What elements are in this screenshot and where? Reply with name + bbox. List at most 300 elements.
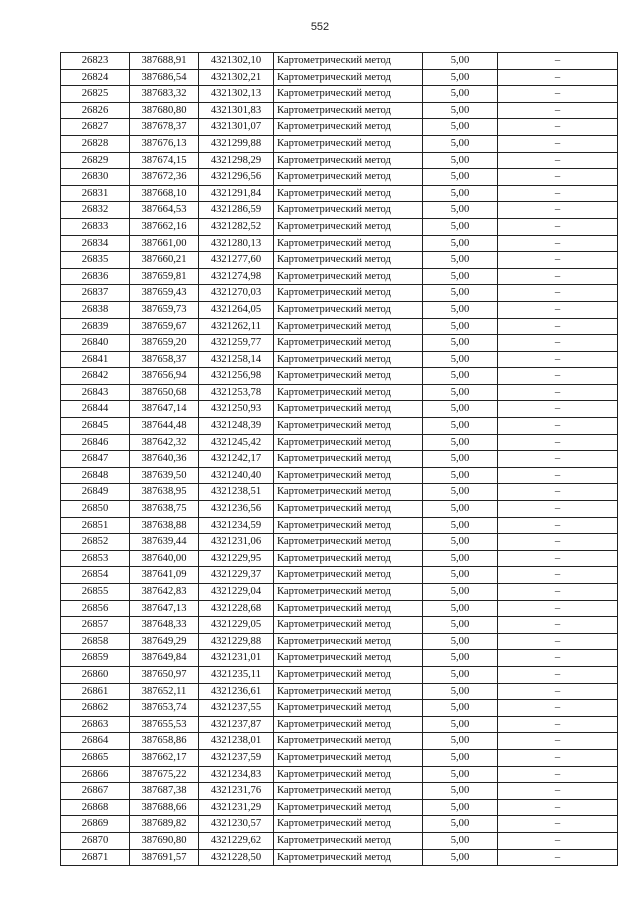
x-coordinate-cell: 387640,36 xyxy=(130,451,199,468)
table-row xyxy=(61,832,618,849)
y-coordinate-cell: 4321302,21 xyxy=(199,69,274,86)
method-cell: Картометрический метод xyxy=(274,716,423,733)
y-coordinate-cell: 4321231,01 xyxy=(199,650,274,667)
accuracy-cell: 5,00 xyxy=(423,799,498,816)
accuracy-cell: 5,00 xyxy=(423,501,498,518)
point-number-cell: 26848 xyxy=(61,467,130,484)
accuracy-cell: 5,00 xyxy=(423,301,498,318)
coordinates-table-body xyxy=(61,53,618,866)
accuracy-cell: 5,00 xyxy=(423,451,498,468)
note-cell: – xyxy=(498,766,618,783)
note-cell: – xyxy=(498,202,618,219)
y-coordinate-cell: 4321238,51 xyxy=(199,484,274,501)
y-coordinate-cell: 4321234,83 xyxy=(199,766,274,783)
method-cell: Картометрический метод xyxy=(274,633,423,650)
note-cell: – xyxy=(498,633,618,650)
point-number-cell: 26865 xyxy=(61,749,130,766)
accuracy-cell: 5,00 xyxy=(423,816,498,833)
note-cell: – xyxy=(498,451,618,468)
y-coordinate-cell: 4321248,39 xyxy=(199,418,274,435)
table-row xyxy=(61,218,618,235)
note-cell: – xyxy=(498,252,618,269)
x-coordinate-cell: 387659,73 xyxy=(130,301,199,318)
table-row xyxy=(61,700,618,717)
point-number-cell: 26857 xyxy=(61,617,130,634)
table-row xyxy=(61,517,618,534)
y-coordinate-cell: 4321298,29 xyxy=(199,152,274,169)
accuracy-cell: 5,00 xyxy=(423,534,498,551)
y-coordinate-cell: 4321237,87 xyxy=(199,716,274,733)
y-coordinate-cell: 4321301,07 xyxy=(199,119,274,136)
table-row xyxy=(61,666,618,683)
accuracy-cell: 5,00 xyxy=(423,733,498,750)
x-coordinate-cell: 387639,44 xyxy=(130,534,199,551)
accuracy-cell: 5,00 xyxy=(423,418,498,435)
note-cell: – xyxy=(498,384,618,401)
note-cell: – xyxy=(498,351,618,368)
y-coordinate-cell: 4321235,11 xyxy=(199,666,274,683)
method-cell: Картометрический метод xyxy=(274,252,423,269)
x-coordinate-cell: 387676,13 xyxy=(130,135,199,152)
y-coordinate-cell: 4321256,98 xyxy=(199,368,274,385)
note-cell: – xyxy=(498,368,618,385)
method-cell: Картометрический метод xyxy=(274,368,423,385)
note-cell: – xyxy=(498,285,618,302)
y-coordinate-cell: 4321229,37 xyxy=(199,567,274,584)
method-cell: Картометрический метод xyxy=(274,683,423,700)
point-number-cell: 26832 xyxy=(61,202,130,219)
method-cell: Картометрический метод xyxy=(274,268,423,285)
x-coordinate-cell: 387655,53 xyxy=(130,716,199,733)
y-coordinate-cell: 4321250,93 xyxy=(199,401,274,418)
accuracy-cell: 5,00 xyxy=(423,517,498,534)
accuracy-cell: 5,00 xyxy=(423,185,498,202)
point-number-cell: 26828 xyxy=(61,135,130,152)
x-coordinate-cell: 387659,43 xyxy=(130,285,199,302)
y-coordinate-cell: 4321296,56 xyxy=(199,169,274,186)
point-number-cell: 26838 xyxy=(61,301,130,318)
accuracy-cell: 5,00 xyxy=(423,683,498,700)
point-number-cell: 26846 xyxy=(61,434,130,451)
accuracy-cell: 5,00 xyxy=(423,633,498,650)
x-coordinate-cell: 387659,20 xyxy=(130,335,199,352)
table-row xyxy=(61,351,618,368)
note-cell: – xyxy=(498,152,618,169)
y-coordinate-cell: 4321231,29 xyxy=(199,799,274,816)
point-number-cell: 26851 xyxy=(61,517,130,534)
method-cell: Картометрический метод xyxy=(274,235,423,252)
point-number-cell: 26860 xyxy=(61,666,130,683)
y-coordinate-cell: 4321228,50 xyxy=(199,849,274,866)
table-row xyxy=(61,252,618,269)
point-number-cell: 26824 xyxy=(61,69,130,86)
note-cell: – xyxy=(498,185,618,202)
table-row xyxy=(61,584,618,601)
y-coordinate-cell: 4321253,78 xyxy=(199,384,274,401)
table-row xyxy=(61,633,618,650)
y-coordinate-cell: 4321238,01 xyxy=(199,733,274,750)
point-number-cell: 26859 xyxy=(61,650,130,667)
note-cell: – xyxy=(498,716,618,733)
method-cell: Картометрический метод xyxy=(274,351,423,368)
table-row xyxy=(61,467,618,484)
table-row xyxy=(61,169,618,186)
y-coordinate-cell: 4321231,76 xyxy=(199,783,274,800)
accuracy-cell: 5,00 xyxy=(423,467,498,484)
x-coordinate-cell: 387639,50 xyxy=(130,467,199,484)
point-number-cell: 26845 xyxy=(61,418,130,435)
point-number-cell: 26837 xyxy=(61,285,130,302)
table-row xyxy=(61,816,618,833)
x-coordinate-cell: 387642,32 xyxy=(130,434,199,451)
x-coordinate-cell: 387638,88 xyxy=(130,517,199,534)
x-coordinate-cell: 387658,86 xyxy=(130,733,199,750)
point-number-cell: 26831 xyxy=(61,185,130,202)
y-coordinate-cell: 4321270,03 xyxy=(199,285,274,302)
point-number-cell: 26823 xyxy=(61,53,130,70)
point-number-cell: 26871 xyxy=(61,849,130,866)
x-coordinate-cell: 387678,37 xyxy=(130,119,199,136)
table-row xyxy=(61,335,618,352)
point-number-cell: 26861 xyxy=(61,683,130,700)
method-cell: Картометрический метод xyxy=(274,650,423,667)
x-coordinate-cell: 387644,48 xyxy=(130,418,199,435)
accuracy-cell: 5,00 xyxy=(423,600,498,617)
x-coordinate-cell: 387653,74 xyxy=(130,700,199,717)
method-cell: Картометрический метод xyxy=(274,517,423,534)
table-row xyxy=(61,102,618,119)
point-number-cell: 26830 xyxy=(61,169,130,186)
accuracy-cell: 5,00 xyxy=(423,69,498,86)
x-coordinate-cell: 387680,80 xyxy=(130,102,199,119)
method-cell: Картометрический метод xyxy=(274,86,423,103)
method-cell: Картометрический метод xyxy=(274,318,423,335)
accuracy-cell: 5,00 xyxy=(423,550,498,567)
x-coordinate-cell: 387641,09 xyxy=(130,567,199,584)
x-coordinate-cell: 387658,37 xyxy=(130,351,199,368)
note-cell: – xyxy=(498,434,618,451)
point-number-cell: 26844 xyxy=(61,401,130,418)
table-row xyxy=(61,683,618,700)
note-cell: – xyxy=(498,650,618,667)
method-cell: Картометрический метод xyxy=(274,766,423,783)
note-cell: – xyxy=(498,733,618,750)
point-number-cell: 26825 xyxy=(61,86,130,103)
note-cell: – xyxy=(498,517,618,534)
point-number-cell: 26862 xyxy=(61,700,130,717)
accuracy-cell: 5,00 xyxy=(423,102,498,119)
y-coordinate-cell: 4321299,88 xyxy=(199,135,274,152)
point-number-cell: 26858 xyxy=(61,633,130,650)
method-cell: Картометрический метод xyxy=(274,418,423,435)
method-cell: Картометрический метод xyxy=(274,783,423,800)
point-number-cell: 26829 xyxy=(61,152,130,169)
accuracy-cell: 5,00 xyxy=(423,53,498,70)
note-cell: – xyxy=(498,401,618,418)
accuracy-cell: 5,00 xyxy=(423,832,498,849)
table-row xyxy=(61,202,618,219)
point-number-cell: 26869 xyxy=(61,816,130,833)
accuracy-cell: 5,00 xyxy=(423,700,498,717)
table-row xyxy=(61,849,618,866)
x-coordinate-cell: 387640,00 xyxy=(130,550,199,567)
method-cell: Картометрический метод xyxy=(274,617,423,634)
method-cell: Картометрический метод xyxy=(274,434,423,451)
note-cell: – xyxy=(498,816,618,833)
note-cell: – xyxy=(498,467,618,484)
table-row xyxy=(61,285,618,302)
y-coordinate-cell: 4321237,59 xyxy=(199,749,274,766)
note-cell: – xyxy=(498,86,618,103)
accuracy-cell: 5,00 xyxy=(423,169,498,186)
x-coordinate-cell: 387650,97 xyxy=(130,666,199,683)
x-coordinate-cell: 387687,38 xyxy=(130,783,199,800)
accuracy-cell: 5,00 xyxy=(423,218,498,235)
point-number-cell: 26868 xyxy=(61,799,130,816)
table-row xyxy=(61,783,618,800)
point-number-cell: 26839 xyxy=(61,318,130,335)
note-cell: – xyxy=(498,218,618,235)
table-row xyxy=(61,86,618,103)
accuracy-cell: 5,00 xyxy=(423,434,498,451)
y-coordinate-cell: 4321236,61 xyxy=(199,683,274,700)
x-coordinate-cell: 387647,13 xyxy=(130,600,199,617)
note-cell: – xyxy=(498,749,618,766)
accuracy-cell: 5,00 xyxy=(423,86,498,103)
note-cell: – xyxy=(498,849,618,866)
note-cell: – xyxy=(498,335,618,352)
x-coordinate-cell: 387652,11 xyxy=(130,683,199,700)
point-number-cell: 26853 xyxy=(61,550,130,567)
accuracy-cell: 5,00 xyxy=(423,285,498,302)
table-row xyxy=(61,401,618,418)
method-cell: Картометрический метод xyxy=(274,832,423,849)
table-row xyxy=(61,749,618,766)
x-coordinate-cell: 387691,57 xyxy=(130,849,199,866)
y-coordinate-cell: 4321259,77 xyxy=(199,335,274,352)
x-coordinate-cell: 387690,80 xyxy=(130,832,199,849)
note-cell: – xyxy=(498,700,618,717)
method-cell: Картометрический метод xyxy=(274,301,423,318)
method-cell: Картометрический метод xyxy=(274,119,423,136)
x-coordinate-cell: 387683,32 xyxy=(130,86,199,103)
x-coordinate-cell: 387664,53 xyxy=(130,202,199,219)
method-cell: Картометрический метод xyxy=(274,218,423,235)
note-cell: – xyxy=(498,584,618,601)
x-coordinate-cell: 387661,00 xyxy=(130,235,199,252)
method-cell: Картометрический метод xyxy=(274,185,423,202)
table-row xyxy=(61,434,618,451)
method-cell: Картометрический метод xyxy=(274,849,423,866)
point-number-cell: 26836 xyxy=(61,268,130,285)
table-row xyxy=(61,119,618,136)
note-cell: – xyxy=(498,102,618,119)
accuracy-cell: 5,00 xyxy=(423,584,498,601)
accuracy-cell: 5,00 xyxy=(423,401,498,418)
method-cell: Картометрический метод xyxy=(274,335,423,352)
x-coordinate-cell: 387689,82 xyxy=(130,816,199,833)
note-cell: – xyxy=(498,799,618,816)
point-number-cell: 26835 xyxy=(61,252,130,269)
y-coordinate-cell: 4321264,05 xyxy=(199,301,274,318)
note-cell: – xyxy=(498,683,618,700)
table-row xyxy=(61,617,618,634)
table-row xyxy=(61,451,618,468)
table-row xyxy=(61,418,618,435)
table-row xyxy=(61,152,618,169)
y-coordinate-cell: 4321228,68 xyxy=(199,600,274,617)
note-cell: – xyxy=(498,783,618,800)
point-number-cell: 26864 xyxy=(61,733,130,750)
accuracy-cell: 5,00 xyxy=(423,766,498,783)
y-coordinate-cell: 4321280,13 xyxy=(199,235,274,252)
note-cell: – xyxy=(498,567,618,584)
y-coordinate-cell: 4321240,40 xyxy=(199,467,274,484)
y-coordinate-cell: 4321274,98 xyxy=(199,268,274,285)
coordinates-table xyxy=(60,52,618,866)
method-cell: Картометрический метод xyxy=(274,69,423,86)
x-coordinate-cell: 387672,36 xyxy=(130,169,199,186)
y-coordinate-cell: 4321229,88 xyxy=(199,633,274,650)
method-cell: Картометрический метод xyxy=(274,285,423,302)
note-cell: – xyxy=(498,119,618,136)
x-coordinate-cell: 387638,75 xyxy=(130,501,199,518)
point-number-cell: 26834 xyxy=(61,235,130,252)
table-row xyxy=(61,268,618,285)
table-row xyxy=(61,235,618,252)
accuracy-cell: 5,00 xyxy=(423,716,498,733)
note-cell: – xyxy=(498,501,618,518)
accuracy-cell: 5,00 xyxy=(423,202,498,219)
table-row xyxy=(61,301,618,318)
method-cell: Картометрический метод xyxy=(274,467,423,484)
y-coordinate-cell: 4321236,56 xyxy=(199,501,274,518)
y-coordinate-cell: 4321229,95 xyxy=(199,550,274,567)
method-cell: Картометрический метод xyxy=(274,799,423,816)
table-row xyxy=(61,185,618,202)
y-coordinate-cell: 4321302,13 xyxy=(199,86,274,103)
point-number-cell: 26847 xyxy=(61,451,130,468)
table-row xyxy=(61,650,618,667)
method-cell: Картометрический метод xyxy=(274,384,423,401)
accuracy-cell: 5,00 xyxy=(423,749,498,766)
method-cell: Картометрический метод xyxy=(274,733,423,750)
x-coordinate-cell: 387642,83 xyxy=(130,584,199,601)
method-cell: Картометрический метод xyxy=(274,567,423,584)
y-coordinate-cell: 4321291,84 xyxy=(199,185,274,202)
y-coordinate-cell: 4321258,14 xyxy=(199,351,274,368)
y-coordinate-cell: 4321242,17 xyxy=(199,451,274,468)
x-coordinate-cell: 387675,22 xyxy=(130,766,199,783)
accuracy-cell: 5,00 xyxy=(423,567,498,584)
table-row xyxy=(61,550,618,567)
y-coordinate-cell: 4321286,59 xyxy=(199,202,274,219)
accuracy-cell: 5,00 xyxy=(423,617,498,634)
note-cell: – xyxy=(498,53,618,70)
method-cell: Картометрический метод xyxy=(274,749,423,766)
table-row xyxy=(61,600,618,617)
accuracy-cell: 5,00 xyxy=(423,335,498,352)
accuracy-cell: 5,00 xyxy=(423,384,498,401)
note-cell: – xyxy=(498,550,618,567)
method-cell: Картометрический метод xyxy=(274,135,423,152)
page-number: 552 xyxy=(310,21,330,33)
point-number-cell: 26843 xyxy=(61,384,130,401)
table-row xyxy=(61,368,618,385)
method-cell: Картометрический метод xyxy=(274,600,423,617)
accuracy-cell: 5,00 xyxy=(423,368,498,385)
point-number-cell: 26863 xyxy=(61,716,130,733)
table-row xyxy=(61,716,618,733)
point-number-cell: 26833 xyxy=(61,218,130,235)
y-coordinate-cell: 4321282,52 xyxy=(199,218,274,235)
table-row xyxy=(61,484,618,501)
point-number-cell: 26866 xyxy=(61,766,130,783)
point-number-cell: 26827 xyxy=(61,119,130,136)
point-number-cell: 26840 xyxy=(61,335,130,352)
method-cell: Картометрический метод xyxy=(274,169,423,186)
accuracy-cell: 5,00 xyxy=(423,119,498,136)
note-cell: – xyxy=(498,69,618,86)
accuracy-cell: 5,00 xyxy=(423,666,498,683)
x-coordinate-cell: 387656,94 xyxy=(130,368,199,385)
y-coordinate-cell: 4321229,04 xyxy=(199,584,274,601)
method-cell: Картометрический метод xyxy=(274,550,423,567)
x-coordinate-cell: 387647,14 xyxy=(130,401,199,418)
table-row xyxy=(61,501,618,518)
x-coordinate-cell: 387688,66 xyxy=(130,799,199,816)
method-cell: Картометрический метод xyxy=(274,484,423,501)
point-number-cell: 26841 xyxy=(61,351,130,368)
method-cell: Картометрический метод xyxy=(274,816,423,833)
x-coordinate-cell: 387662,17 xyxy=(130,749,199,766)
accuracy-cell: 5,00 xyxy=(423,318,498,335)
y-coordinate-cell: 4321277,60 xyxy=(199,252,274,269)
point-number-cell: 26870 xyxy=(61,832,130,849)
method-cell: Картометрический метод xyxy=(274,584,423,601)
accuracy-cell: 5,00 xyxy=(423,235,498,252)
method-cell: Картометрический метод xyxy=(274,451,423,468)
x-coordinate-cell: 387659,67 xyxy=(130,318,199,335)
y-coordinate-cell: 4321231,06 xyxy=(199,534,274,551)
table-row xyxy=(61,318,618,335)
x-coordinate-cell: 387660,21 xyxy=(130,252,199,269)
note-cell: – xyxy=(498,617,618,634)
point-number-cell: 26855 xyxy=(61,584,130,601)
method-cell: Картометрический метод xyxy=(274,202,423,219)
note-cell: – xyxy=(498,666,618,683)
y-coordinate-cell: 4321234,59 xyxy=(199,517,274,534)
table-row xyxy=(61,53,618,70)
note-cell: – xyxy=(498,832,618,849)
note-cell: – xyxy=(498,135,618,152)
note-cell: – xyxy=(498,600,618,617)
point-number-cell: 26856 xyxy=(61,600,130,617)
x-coordinate-cell: 387649,84 xyxy=(130,650,199,667)
note-cell: – xyxy=(498,235,618,252)
method-cell: Картометрический метод xyxy=(274,401,423,418)
table-row xyxy=(61,69,618,86)
accuracy-cell: 5,00 xyxy=(423,849,498,866)
table-row xyxy=(61,567,618,584)
note-cell: – xyxy=(498,318,618,335)
point-number-cell: 26842 xyxy=(61,368,130,385)
point-number-cell: 26867 xyxy=(61,783,130,800)
y-coordinate-cell: 4321301,83 xyxy=(199,102,274,119)
x-coordinate-cell: 387688,91 xyxy=(130,53,199,70)
x-coordinate-cell: 387649,29 xyxy=(130,633,199,650)
x-coordinate-cell: 387650,68 xyxy=(130,384,199,401)
